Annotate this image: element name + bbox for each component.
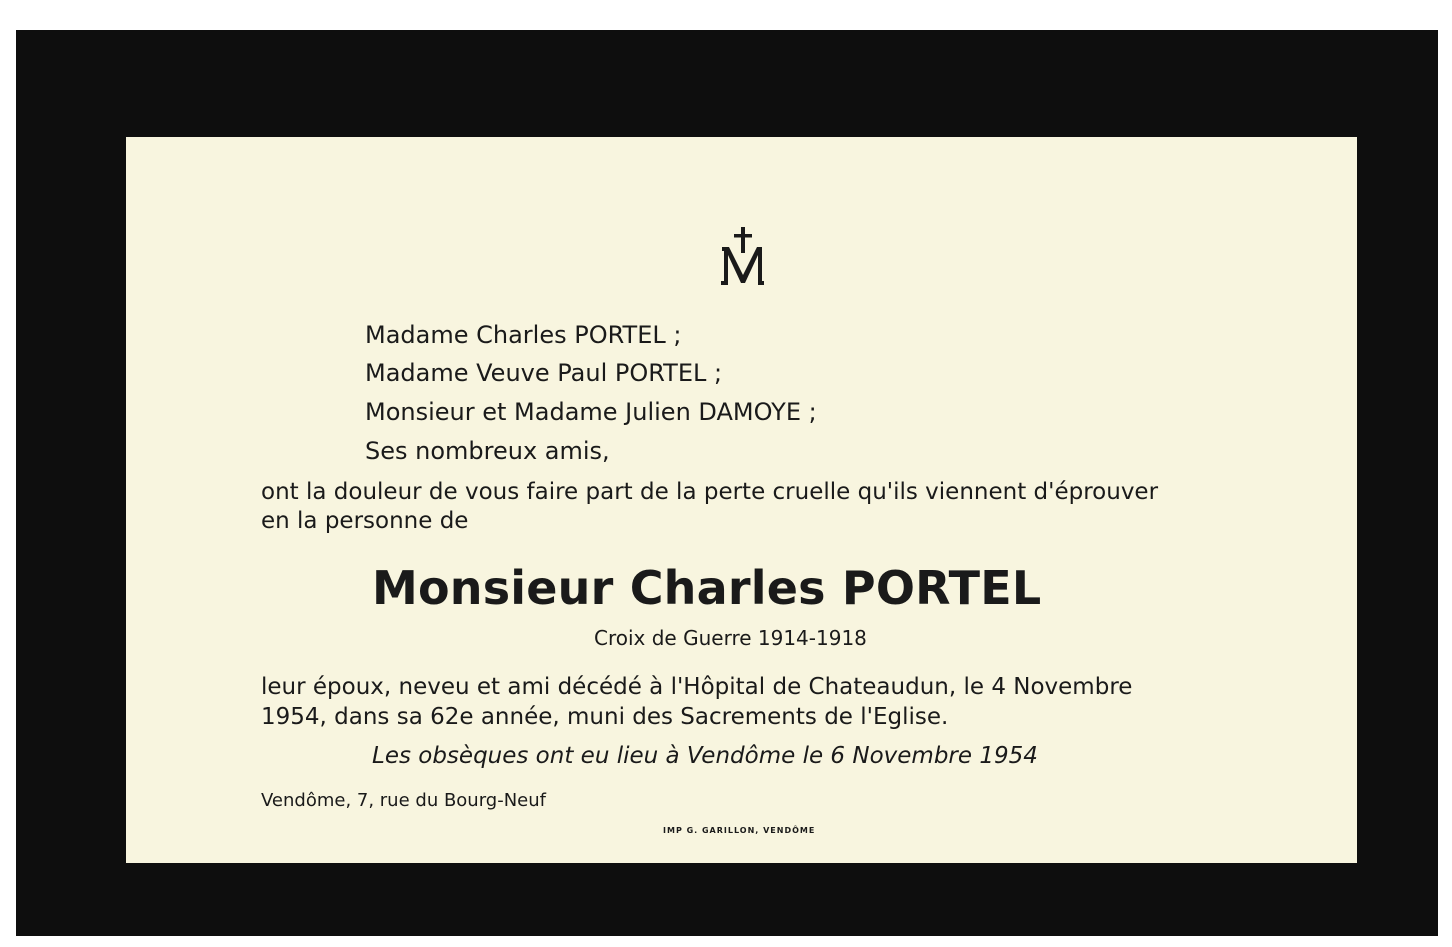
family-address: Vendôme, 7, rue du Bourg-Neuf — [261, 790, 547, 811]
deceased-name: Monsieur Charles PORTEL — [372, 561, 1042, 615]
details-line-1: leur époux, neveu et ami décédé à l'Hôpital de Chateaudun, le 4 Novembre — [261, 674, 1133, 700]
cross-and-m-monogram-icon — [718, 225, 768, 289]
card-paper — [126, 137, 1357, 863]
family-line-3: Monsieur et Madame Julien DAMOYE ; — [365, 398, 817, 426]
mourning-card-border — [16, 30, 1438, 936]
printer-credit: IMP G. GARILLON, VENDÔME — [663, 826, 816, 835]
family-line-1: Madame Charles PORTEL ; — [365, 321, 682, 349]
announcement-line-1: ont la douleur de vous faire part de la perte cruelle qu'ils viennent d'éprouver — [261, 479, 1159, 505]
deceased-distinction: Croix de Guerre 1914-1918 — [594, 626, 867, 650]
funeral-notice: Les obsèques ont eu lieu à Vendôme le 6 Novembre 1954 — [372, 743, 1038, 769]
announcement-line-2: en la personne de — [261, 508, 469, 534]
details-line-2: 1954, dans sa 62e année, muni des Sacrements de l'Eglise. — [261, 704, 949, 730]
family-line-4: Ses nombreux amis, — [365, 437, 610, 465]
family-line-2: Madame Veuve Paul PORTEL ; — [365, 359, 723, 387]
